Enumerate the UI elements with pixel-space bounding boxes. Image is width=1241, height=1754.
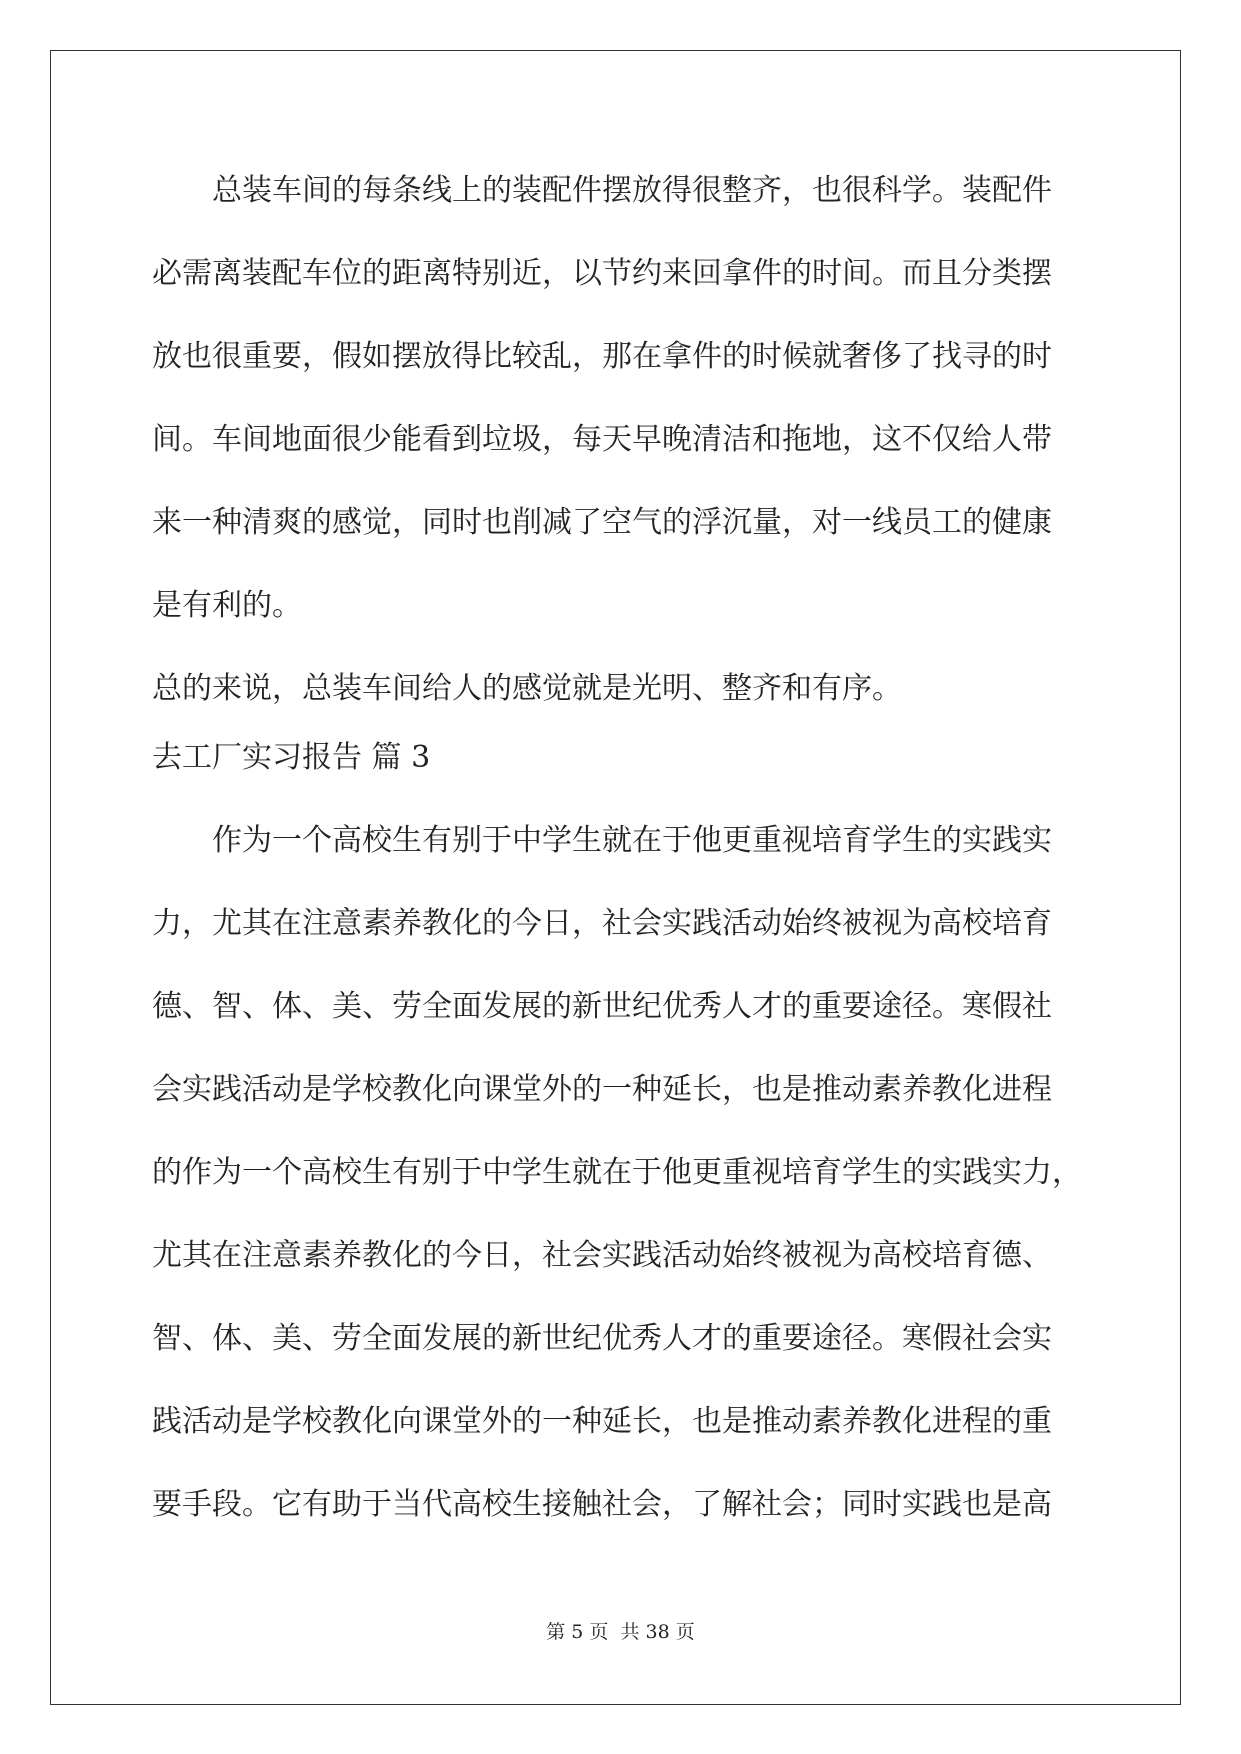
paragraph-line: 尤其在注意素养教化的今日，社会实践活动始终被视为高校培育德、: [152, 1238, 1052, 1273]
paragraph-line: 总的来说，总装车间给人的感觉就是光明、整齐和有序。: [152, 671, 902, 706]
paragraph-line: 来一种清爽的感觉，同时也削减了空气的浮沉量，对一线员工的健康: [152, 505, 1052, 540]
paragraph-line: 德、智、体、美、劳全面发展的新世纪优秀人才的重要途径。寒假社: [152, 989, 1052, 1024]
page-number: 第 5 页: [546, 1621, 609, 1643]
paragraph-line: 的作为一个高校生有别于中学生就在于他更重视培育学生的实践实力，: [152, 1155, 1082, 1190]
section-heading: 去工厂实习报告 篇 3: [152, 740, 431, 775]
paragraph-line: 作为一个高校生有别于中学生就在于他更重视培育学生的实践实: [212, 823, 1052, 858]
paragraph-line: 会实践活动是学校教化向课堂外的一种延长，也是推动素养教化进程: [152, 1072, 1052, 1107]
paragraph-line: 间。车间地面很少能看到垃圾，每天早晚清洁和拖地，这不仅给人带: [152, 422, 1052, 457]
page-footer: [0, 1617, 1241, 1644]
paragraph-line: 要手段。它有助于当代高校生接触社会，了解社会；同时实践也是高: [152, 1487, 1052, 1522]
paragraph-line: 放也很重要，假如摆放得比较乱，那在拿件的时候就奢侈了找寻的时: [152, 339, 1052, 374]
paragraph-line: 智、体、美、劳全面发展的新世纪优秀人才的重要途径。寒假社会实: [152, 1321, 1052, 1356]
total-pages: 共 38 页: [620, 1621, 695, 1643]
paragraph-line: 总装车间的每条线上的装配件摆放得很整齐，也很科学。装配件: [212, 173, 1052, 208]
paragraph-line: 践活动是学校教化向课堂外的一种延长，也是推动素养教化进程的重: [152, 1404, 1052, 1439]
page-border: [50, 50, 1181, 1705]
paragraph-line: 力，尤其在注意素养教化的今日，社会实践活动始终被视为高校培育: [152, 906, 1052, 941]
paragraph-line: 是有利的。: [152, 588, 302, 623]
paragraph-line: 必需离装配车位的距离特别近，以节约来回拿件的时间。而且分类摆: [152, 256, 1052, 291]
